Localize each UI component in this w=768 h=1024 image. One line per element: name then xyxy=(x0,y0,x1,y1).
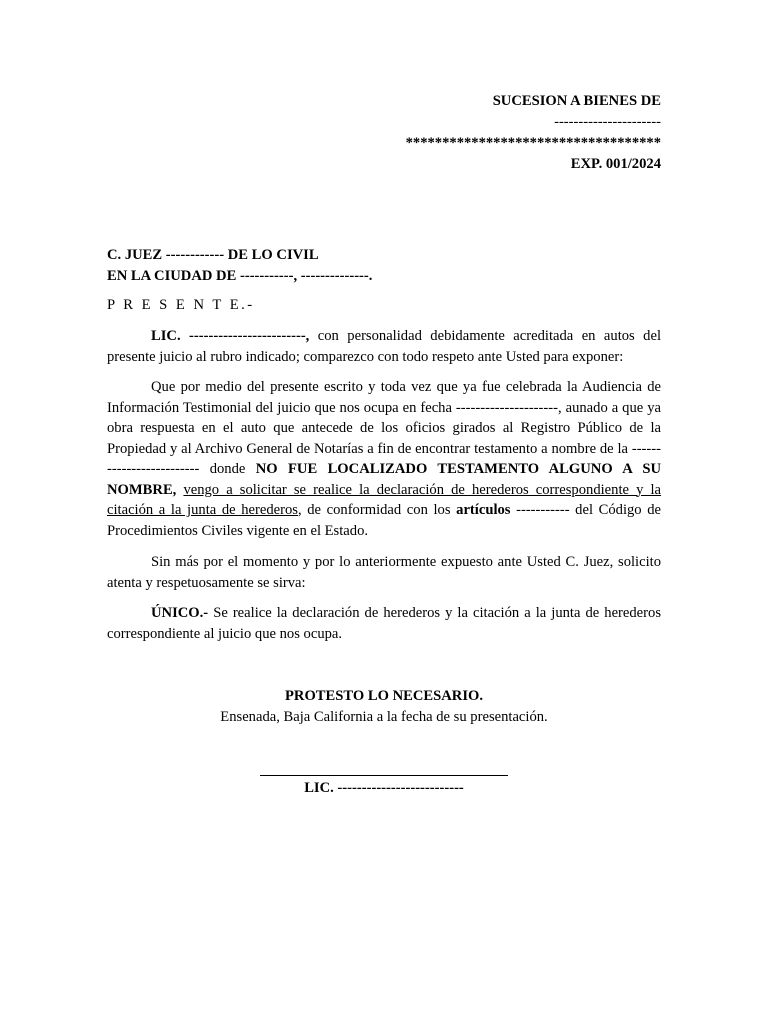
paragraph-petition xyxy=(107,552,661,593)
signature-line xyxy=(260,775,508,776)
case-title-placeholder: ---------------------- xyxy=(554,114,661,130)
case-number: EXP. 001/2024 xyxy=(570,156,661,172)
unico-label: ÚNICO.- xyxy=(151,605,209,621)
addressee-block xyxy=(107,245,372,287)
signature-name: LIC. -------------------------- xyxy=(304,780,464,796)
petition-text: Sin más por el momento y por lo anteriormente expuesto ante Usted C. Juez, solicito atenta y respetuosamente se sirva: xyxy=(107,554,661,591)
request-underlined: vengo a solicitar se realice la declaración de herederos correspondiente y la citación a la junta de herederos xyxy=(107,481,662,518)
request-text-part1: Que por medio del presente escrito y toda vez que ya fue celebrada la Audiencia de Información Testimonial del juicio que nos ocupa en fecha ---------------------, aunado a que ya obra respuesta en el auto que antecede de los oficios girados al Registro Público de la Propiedad y al Archivo General de Notarías a fin de encontrar testamento a nombre de la ------------------------- donde xyxy=(107,379,661,477)
request-text-part2: , de conformidad con los xyxy=(297,502,457,518)
articles-label: artículos xyxy=(456,502,511,518)
case-header xyxy=(406,91,661,175)
closing-block xyxy=(0,686,768,728)
no-testament-statement: NO FUE LOCALIZADO TESTAMENTO ALGUNO A SU NOMBRE, xyxy=(107,461,661,498)
addressee-city: EN LA CIUDAD DE -----------, --------------. xyxy=(107,268,373,284)
case-title: SUCESION A BIENES DE xyxy=(492,93,661,109)
presente-heading: P R E S E N T E.- xyxy=(107,297,255,313)
unico-text: Se realice la declaración de herederos y la citación a la junta de herederos correspondiente al juicio que nos ocupa. xyxy=(107,605,661,642)
request-text-part3: ----------- del Código de Procedimientos Civiles vigente en el Estado. xyxy=(107,502,661,539)
case-asterisk-line: *********************************** xyxy=(405,135,661,151)
protesto-heading: PROTESTO LO NECESARIO. xyxy=(284,688,483,704)
place-date: Ensenada, Baja California a la fecha de su presentación. xyxy=(220,709,548,725)
paragraph-request xyxy=(107,377,661,541)
attorney-name: LIC. ------------------------, xyxy=(151,328,310,344)
paragraph-introduction xyxy=(107,326,661,367)
addressee-judge: C. JUEZ ------------ DE LO CIVIL xyxy=(107,247,319,263)
introduction-text: con personalidad debidamente acreditada en autos del presente juicio al rubro indicado; comparezco con todo respeto ante Usted para exponer: xyxy=(107,328,661,365)
paragraph-unico xyxy=(107,603,661,644)
